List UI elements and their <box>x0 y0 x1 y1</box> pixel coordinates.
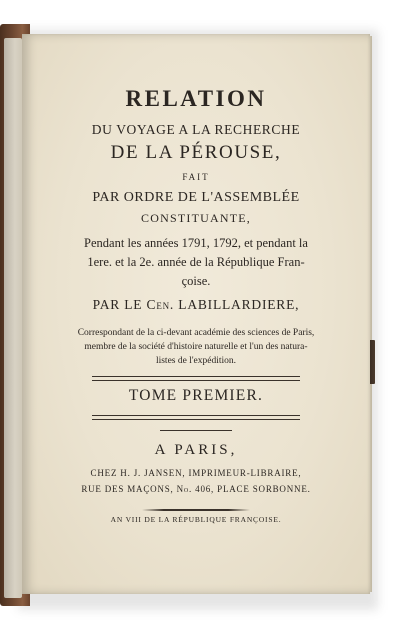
publisher-line-1: CHEZ H. J. JANSEN, IMPRIMEUR-LIBRAIRE, <box>90 468 302 478</box>
affiliation-line-2: membre de la société d'histoire naturelle et l'un des natura- <box>84 342 308 352</box>
period-line-2: 1ere. et la 2e. année de la République Fran- <box>87 255 305 269</box>
affiliation-line-1: Correspondant de la ci-devant académie des sciences de Paris, <box>77 328 315 338</box>
fait-label: FAIT <box>182 172 210 182</box>
short-rule <box>160 430 232 431</box>
imprint-rule <box>142 509 250 511</box>
period-line-3: çoise. <box>181 274 211 288</box>
imprint-date: AN VIII DE LA RÉPUBLIQUE FRANÇOISE. <box>110 515 282 524</box>
book-spine-edge <box>4 38 22 598</box>
rule-above-volume <box>92 376 300 381</box>
book-title: RELATION <box>125 86 267 111</box>
title-page <box>22 34 370 594</box>
constituante-line: CONSTITUANTE, <box>141 211 251 225</box>
imprint-city: A PARIS, <box>154 442 238 458</box>
period-line-1: Pendant les années 1791, 1792, et pendant la <box>84 236 308 250</box>
subtitle-line-1: DU VOYAGE A LA RECHERCHE <box>91 122 301 137</box>
publisher-line-2: RUE DES MAÇONS, No. 406, PLACE SORBONNE. <box>81 484 311 494</box>
volume-label: TOME PREMIER. <box>128 387 264 404</box>
affiliation-line-3: listes de l'expédition. <box>155 356 237 366</box>
rule-below-volume <box>92 415 300 420</box>
author-line: PAR LE Cen. LABILLARDIERE, <box>92 297 300 312</box>
subtitle-line-2: DE LA PÉROUSE, <box>110 142 282 163</box>
order-line: PAR ORDRE DE L'ASSEMBLÉE <box>92 190 300 205</box>
